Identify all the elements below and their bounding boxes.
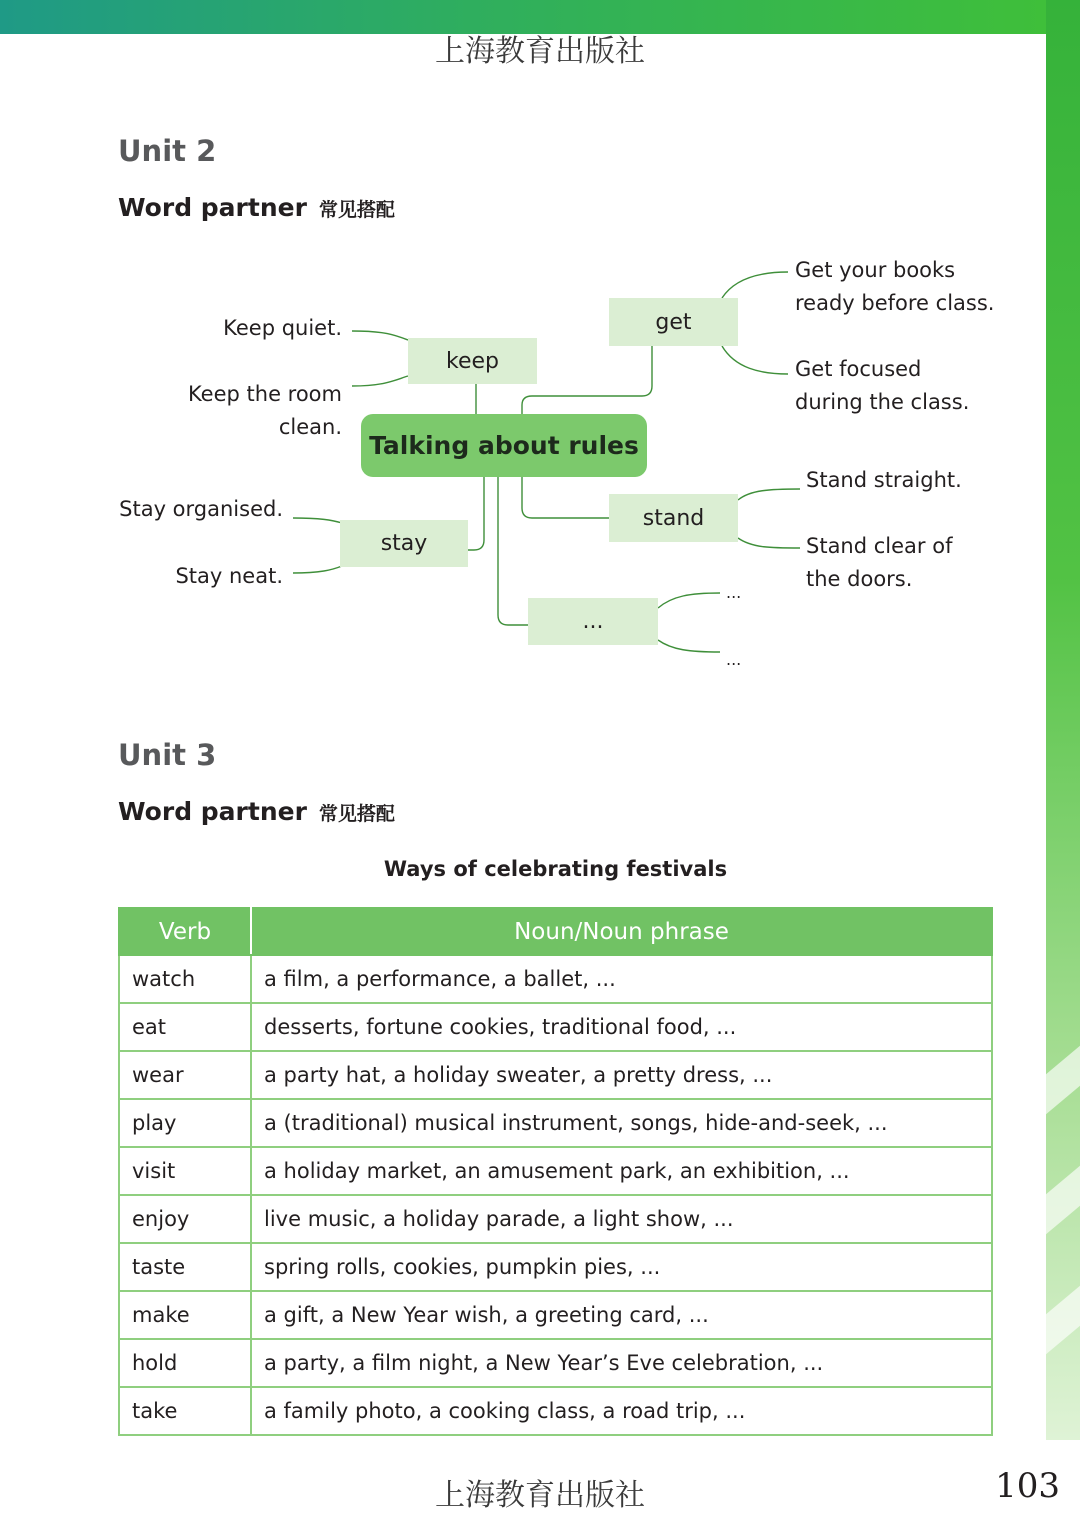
connector-stay-neat xyxy=(293,566,342,573)
unit-3-title: Unit 3 xyxy=(118,738,217,772)
connector-stand-clear xyxy=(738,538,800,548)
get-example-books: Get your books xyxy=(795,258,956,282)
noun-cell: a family photo, a cooking class, a road trip, ... xyxy=(251,1387,992,1435)
connector-stay-organised xyxy=(293,518,342,523)
get-example-ready: ready before class. xyxy=(795,291,995,315)
verb-cell: eat xyxy=(119,1003,251,1051)
keep-example-clean: clean. xyxy=(278,415,342,439)
footer-publisher: 上海教育出版社 xyxy=(435,1478,645,1513)
table-row xyxy=(119,1387,992,1435)
verb-cell: enjoy xyxy=(119,1195,251,1243)
noun-cell: desserts, fortune cookies, traditional food, ... xyxy=(251,1003,992,1051)
column-header-noun: Noun/Noun phrase xyxy=(251,908,992,955)
stand-example-clear: Stand clear of xyxy=(806,534,953,558)
connector-get-focused xyxy=(722,346,788,374)
table-row xyxy=(119,1147,992,1195)
stand-example-doors: the doors. xyxy=(806,567,913,591)
word-partner-label-zh: 常见搭配 xyxy=(318,803,395,825)
table-row xyxy=(119,1291,992,1339)
connector-center-stand xyxy=(522,477,610,518)
verb-cell: wear xyxy=(119,1051,251,1099)
table-row xyxy=(119,1195,992,1243)
connector-get-books xyxy=(722,272,788,298)
mindmap-node-get: get xyxy=(609,298,738,346)
verb-cell: watch xyxy=(119,955,251,1003)
connector-keep-room xyxy=(352,376,408,386)
more-example-2: ... xyxy=(726,650,742,669)
connector-center-more xyxy=(498,477,528,625)
noun-cell: live music, a holiday parade, a light show, ... xyxy=(251,1195,992,1243)
keep-example-room: Keep the room xyxy=(187,382,342,406)
mindmap-center-node: Talking about rules xyxy=(361,414,647,477)
noun-cell: a gift, a New Year wish, a greeting card, ... xyxy=(251,1291,992,1339)
column-header-verb: Verb xyxy=(119,908,251,955)
table-row xyxy=(119,1051,992,1099)
table-row xyxy=(119,955,992,1003)
word-partner-label-zh: 常见搭配 xyxy=(318,199,395,221)
noun-cell: a holiday market, an amusement park, an exhibition, ... xyxy=(251,1147,992,1195)
unit-3-word-partner-heading xyxy=(118,797,395,826)
connector-center-stay xyxy=(468,477,484,550)
festival-table xyxy=(118,907,993,1436)
table-row xyxy=(119,1099,992,1147)
connector-more-2 xyxy=(658,640,720,652)
keep-example-quiet: Keep quiet. xyxy=(223,316,342,340)
more-example-1: ... xyxy=(726,583,742,602)
noun-cell: spring rolls, cookies, pumpkin pies, ... xyxy=(251,1243,992,1291)
noun-cell: a film, a performance, a ballet, ... xyxy=(251,955,992,1003)
verb-cell: visit xyxy=(119,1147,251,1195)
mindmap-connectors xyxy=(0,0,1080,700)
verb-cell: make xyxy=(119,1291,251,1339)
table-row xyxy=(119,1243,992,1291)
verb-cell: hold xyxy=(119,1339,251,1387)
connector-stand-straight xyxy=(738,489,800,500)
table-header-row xyxy=(119,908,992,955)
mindmap-node-stay: stay xyxy=(340,520,468,567)
unit-2-title: Unit 2 xyxy=(118,134,217,168)
page-number: 103 xyxy=(995,1466,1060,1506)
noun-cell: a party, a film night, a New Year’s Eve celebration, ... xyxy=(251,1339,992,1387)
noun-cell: a party hat, a holiday sweater, a pretty dress, ... xyxy=(251,1051,992,1099)
table-row xyxy=(119,1339,992,1387)
stay-example-neat: Stay neat. xyxy=(175,564,283,588)
word-partner-label: Word partner xyxy=(118,193,307,222)
mindmap-node-stand: stand xyxy=(609,494,738,542)
verb-cell: take xyxy=(119,1387,251,1435)
table-row xyxy=(119,1003,992,1051)
connector-more-1 xyxy=(658,593,720,608)
get-example-during: during the class. xyxy=(795,390,970,414)
stand-example-straight: Stand straight. xyxy=(806,468,962,492)
connector-keep-quiet xyxy=(352,331,408,340)
verb-cell: play xyxy=(119,1099,251,1147)
noun-cell: a (traditional) musical instrument, songs, hide-and-seek, ... xyxy=(251,1099,992,1147)
get-example-focused: Get focused xyxy=(795,357,922,381)
connector-center-get xyxy=(522,346,652,414)
publisher-watermark: 上海教育出版社 xyxy=(435,34,645,69)
mindmap-node-keep: keep xyxy=(408,338,537,384)
mindmap-node-more: ... xyxy=(528,598,658,645)
stay-example-organised: Stay organised. xyxy=(119,497,283,521)
word-partner-label: Word partner xyxy=(118,797,307,826)
verb-cell: taste xyxy=(119,1243,251,1291)
table-title: Ways of celebrating festivals xyxy=(383,857,728,881)
